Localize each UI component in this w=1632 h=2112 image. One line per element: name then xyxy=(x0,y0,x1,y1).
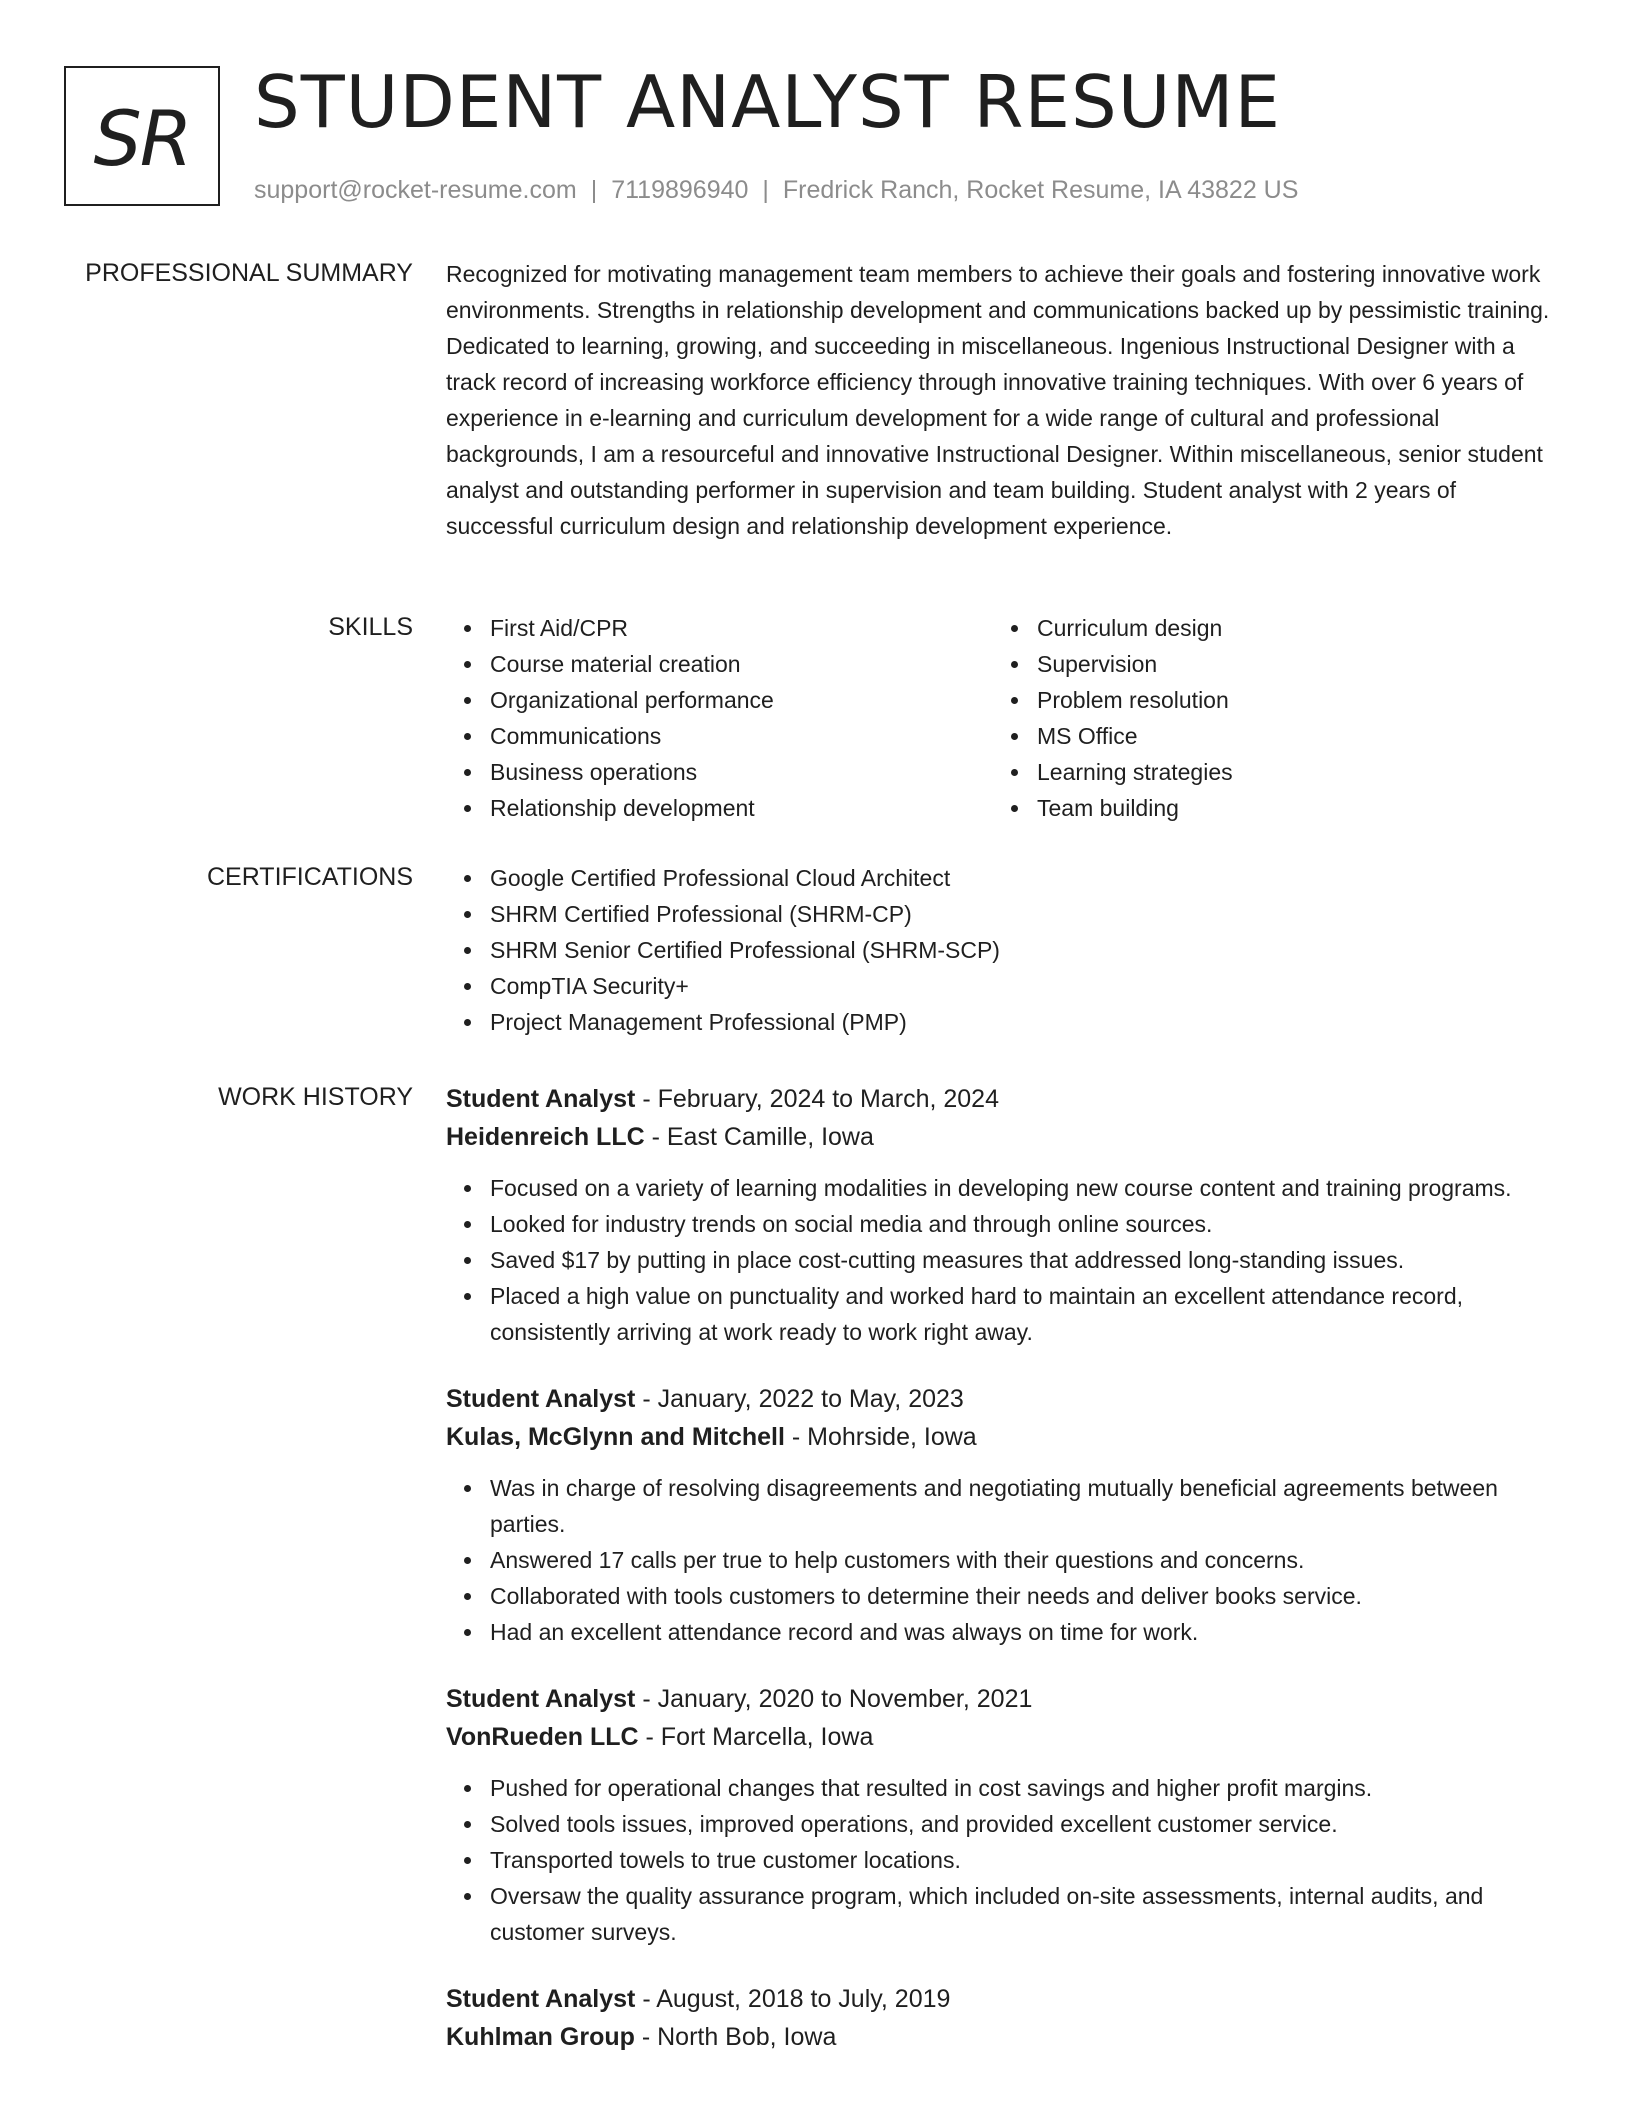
job-bullets xyxy=(446,1470,1566,1650)
page-title: STUDENT ANALYST RESUME xyxy=(254,60,1282,144)
certifications-label: CERTIFICATIONS xyxy=(206,863,413,891)
skill-item: Relationship development xyxy=(490,790,993,826)
job-bullets xyxy=(446,1770,1566,1950)
skill-item: Problem resolution xyxy=(1037,682,1540,718)
skill-item: Communications xyxy=(490,718,993,754)
summary-text: Recognized for motivating management team members to achieve their goals and fostering innovative work environments. Strengths in relationship development and communications backed up by pessimistic training. Dedicated to learning, growing, and succeeding in miscellaneous. Ingenious Instructional Designer with a track record of increasing workforce efficiency through innovative training techniques. With over 6 years of experience in e-learning and curriculum development for a wide range of cultural and professional backgrounds, I am a resourceful and innovative Instructional Designer. Within miscellaneous, senior student analyst and outstanding performer in supervision and team building. Student analyst with 2 years of successful curriculum design and relationship development experience. xyxy=(446,261,1550,539)
job-company: Heidenreich LLC xyxy=(446,1123,645,1151)
job-entry xyxy=(446,1080,1566,1350)
job-company: Kuhlman Group xyxy=(446,2023,635,2051)
job-title-line xyxy=(446,1980,1566,2018)
job-bullet: Placed a high value on punctuality and worked hard to maintain an excellent attendance record, consistently arriving at work ready to work right away. xyxy=(490,1278,1566,1350)
monogram-box xyxy=(64,66,220,206)
job-location: - Mohrside, Iowa xyxy=(784,1423,977,1451)
contact-address: Fredrick Ranch, Rocket Resume, IA 43822 US xyxy=(782,176,1299,204)
job-title-line xyxy=(446,1680,1566,1718)
job-bullet: Solved tools issues, improved operations, and provided excellent customer service. xyxy=(490,1806,1566,1842)
job-dates: - February, 2024 to March, 2024 xyxy=(635,1085,999,1113)
skill-item: Supervision xyxy=(1037,646,1540,682)
job-entry xyxy=(446,1380,1566,1650)
job-bullet: Collaborated with tools customers to determine their needs and deliver books service. xyxy=(490,1578,1566,1614)
skill-item: MS Office xyxy=(1037,718,1540,754)
job-bullet: Transported towels to true customer locations. xyxy=(490,1842,1566,1878)
skills-left-list xyxy=(446,610,993,826)
skill-item: Course material creation xyxy=(490,646,993,682)
job-location: - East Camille, Iowa xyxy=(644,1123,874,1151)
job-bullet: Focused on a variety of learning modalities in developing new course content and training programs. xyxy=(490,1170,1566,1206)
certification-item: SHRM Senior Certified Professional (SHRM-SCP) xyxy=(490,932,1566,968)
job-title-line xyxy=(446,1080,1566,1118)
job-company-line xyxy=(446,1718,1566,1756)
contact-line xyxy=(254,174,1298,206)
job-title-line xyxy=(446,1380,1566,1418)
job-bullet: Was in charge of resolving disagreements and negotiating mutually beneficial agreements between parties. xyxy=(490,1470,1566,1542)
skill-item: Team building xyxy=(1037,790,1540,826)
certifications-list xyxy=(446,860,1566,1040)
job-title: Student Analyst xyxy=(446,1085,636,1113)
job-bullet: Saved $17 by putting in place cost-cutting measures that addressed long-standing issues. xyxy=(490,1242,1566,1278)
certification-item: SHRM Certified Professional (SHRM-CP) xyxy=(490,896,1566,932)
job-company-line xyxy=(446,1418,1566,1456)
certifications-content xyxy=(446,860,1566,1040)
skills-label: SKILLS xyxy=(328,613,413,641)
job-entry xyxy=(446,1680,1566,1950)
skill-item: Organizational performance xyxy=(490,682,993,718)
job-bullet: Pushed for operational changes that resulted in cost savings and higher profit margins. xyxy=(490,1770,1566,1806)
job-bullet: Had an excellent attendance record and was always on time for work. xyxy=(490,1614,1566,1650)
job-location: - Fort Marcella, Iowa xyxy=(638,1723,874,1751)
job-bullet: Looked for industry trends on social media and through online sources. xyxy=(490,1206,1566,1242)
certification-item: Project Management Professional (PMP) xyxy=(490,1004,1566,1040)
work-history-label: WORK HISTORY xyxy=(218,1083,413,1111)
monogram-initials: SR xyxy=(93,93,191,183)
contact-separator: | xyxy=(590,176,598,204)
work-history-content xyxy=(446,1080,1566,2086)
job-title: Student Analyst xyxy=(446,1385,636,1413)
job-company-line xyxy=(446,2018,1566,2056)
job-dates: - January, 2022 to May, 2023 xyxy=(635,1385,964,1413)
contact-phone[interactable]: 7119896940 xyxy=(611,176,749,204)
job-bullet: Answered 17 calls per true to help customers with their questions and concerns. xyxy=(490,1542,1566,1578)
job-entry xyxy=(446,1980,1566,2056)
job-bullets xyxy=(446,1170,1566,1350)
job-company: Kulas, McGlynn and Mitchell xyxy=(446,1423,785,1451)
skill-item: First Aid/CPR xyxy=(490,610,993,646)
job-title: Student Analyst xyxy=(446,1985,636,2013)
job-title: Student Analyst xyxy=(446,1685,636,1713)
skill-item: Business operations xyxy=(490,754,993,790)
job-dates: - January, 2020 to November, 2021 xyxy=(635,1685,1033,1713)
job-dates: - August, 2018 to July, 2019 xyxy=(635,1985,951,2013)
contact-separator: | xyxy=(762,176,769,204)
job-bullet: Oversaw the quality assurance program, which included on-site assessments, internal audits, and customer surveys. xyxy=(490,1878,1566,1950)
contact-email[interactable]: support@rocket-resume.com xyxy=(254,176,577,204)
job-company: VonRueden LLC xyxy=(446,1723,639,1751)
job-location: - North Bob, Iowa xyxy=(634,2023,837,2051)
job-company-line xyxy=(446,1118,1566,1156)
skills-columns xyxy=(446,610,1566,826)
summary-label: PROFESSIONAL SUMMARY xyxy=(85,259,413,287)
skills-right-list xyxy=(993,610,1540,826)
skill-item: Curriculum design xyxy=(1037,610,1540,646)
certification-item: CompTIA Security+ xyxy=(490,968,1566,1004)
skill-item: Learning strategies xyxy=(1037,754,1540,790)
certification-item: Google Certified Professional Cloud Architect xyxy=(490,860,1566,896)
